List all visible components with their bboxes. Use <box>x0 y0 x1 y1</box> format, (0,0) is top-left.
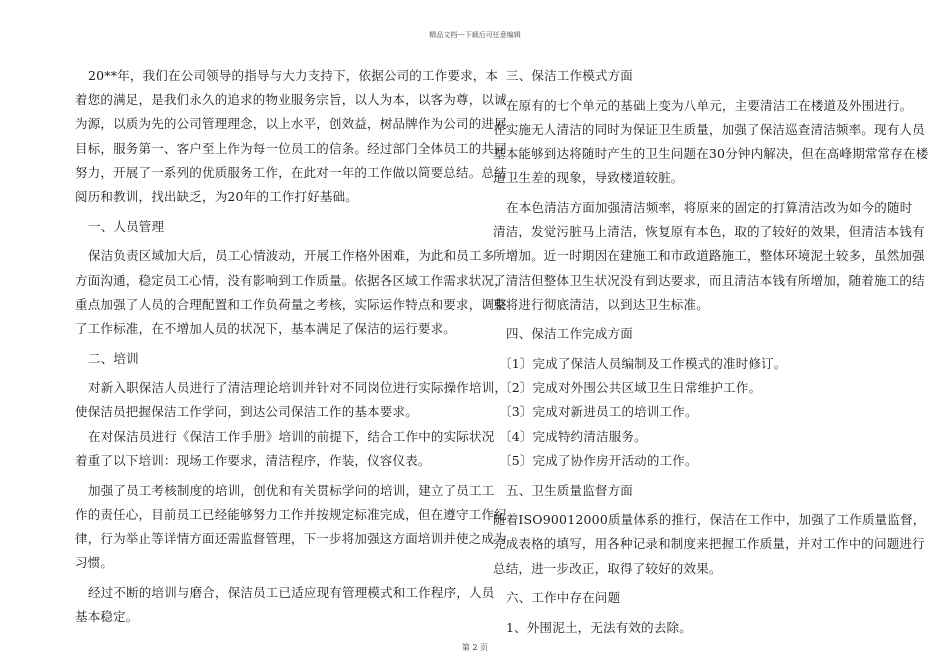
text-line: 重点加强了人员的合理配置和工作负荷量之考核，实际运作特点和要求，调整 <box>75 296 507 312</box>
text-line: 基本稳定。 <box>75 608 139 624</box>
text-line: 着重了以下培训：现场工作要求，清洁程序，作装，仪容仪表。 <box>75 452 431 468</box>
text-line: 道卫生差的现象，导致楼道较脏。 <box>493 170 684 186</box>
text-line: 随着ISO90012000质量体系的推行，保洁在工作中，加强了工作质量监督， <box>493 512 926 528</box>
list-item: 〔3〕完成对新进员工的培训工作。 <box>499 404 698 420</box>
text-line: 使保洁员把握保洁工作学问，到达公司保洁工作的基本要求。 <box>75 404 418 420</box>
text-line: 习惯。 <box>75 555 114 571</box>
text-line: 作的责任心，目前员工已经能够努力工作并按规定标准完成，但在遵守工作纪 <box>75 506 507 522</box>
section-heading: 一、人员管理 <box>88 218 165 234</box>
section-heading: 三、保洁工作模式方面 <box>506 68 634 83</box>
page-header: 精品文档---下载后可任意编辑 <box>429 31 521 39</box>
text-line: 对新入职保洁人员进行了清洁理论培训并针对不同岗位进行实际操作培训， <box>88 380 508 396</box>
text-line: 1、外围泥土，无法有效的去除。 <box>506 619 692 635</box>
text-line: 了清洁但整体卫生状况没有到达要求，而且清洁本钱有所增加，随着施工的结 <box>493 272 925 288</box>
text-line: 着您的满足，是我们永久的追求的物业服务宗旨，以人为本，以客为尊，以诚 <box>75 92 507 108</box>
text-line: 方面沟通，稳定员工心情，没有影响到工作质量。依据各区域工作需求状况， <box>75 272 507 288</box>
text-line: 20**年，我们在公司领导的指导与大力支持下，依据公司的工作要求，本 <box>88 68 499 83</box>
section-heading: 五、卫生质量监督方面 <box>506 482 634 498</box>
text-line: 保洁负责区域加大后，员工心情波动，开展工作格外困难，为此和员工多 <box>88 248 495 264</box>
text-line: 经过不断的培训与磨合，保洁员工已适应现有管理模式和工作程序，人员 <box>88 584 495 600</box>
list-item: 〔2〕完成对外围公共区域卫生日常维护工作。 <box>499 380 762 396</box>
text-line: 了工作标准，在不增加人员的状况下，基本满足了保洁的运行要求。 <box>75 320 457 336</box>
list-item: 〔1〕完成了保洁人员编制及工作模式的准时修订。 <box>499 356 787 372</box>
text-line: 清洁，发觉污脏马上清洁，恢复原有本色，取的了较好的效果，但清洁本钱有 <box>493 224 925 240</box>
text-line: 目标，服务第一、客户至上作为每一位员工的信条。经过部门全体员工的共同 <box>75 140 507 156</box>
text-line: 束将进行彻底清洁，以到达卫生标准。 <box>493 296 709 312</box>
page-number: 第 2 页 <box>461 643 489 652</box>
right-column <box>493 64 929 640</box>
text-line: 在原有的七个单元的基础上变为八单元，主要清洁工在楼道及外围进行。 <box>506 97 913 113</box>
text-line: 完成表格的填写，用各种记录和制度来把握工作质量，并对工作中的问题进行 <box>493 536 925 552</box>
text-line: 在实施无人清洁的同时为保证卫生质量，加强了保洁巡查清洁频率。现有人员 <box>493 121 925 137</box>
list-item: 〔5〕完成了协作房开活动的工作。 <box>499 452 698 468</box>
text-line: 基本能够到达将随时产生的卫生问题在30分钟内解决，但在高峰期常常存在楼 <box>493 146 929 162</box>
text-line: 阅历和教训，找出缺乏，为20年的工作打好基础。 <box>75 188 359 204</box>
text-line: 所增加。近一时期因在建施工和市政道路施工，整体环境泥土较多，虽然加强 <box>493 248 925 264</box>
text-line: 律，行为举止等详情方面还需监督管理，下一步将加强这方面培训并使之成为 <box>75 530 507 546</box>
text-line: 加强了员工考核制度的培训，创优和有关贯标学问的培训，建立了员工工 <box>88 482 495 498</box>
text-line: 总结，进一步改正，取得了较好的效果。 <box>493 560 722 576</box>
section-heading: 二、培训 <box>88 350 139 366</box>
text-line: 为源，以质为先的公司管理理念，以上水平，创效益，树品牌作为公司的进展 <box>75 116 507 132</box>
section-heading: 四、保洁工作完成方面 <box>506 326 634 342</box>
text-line: 努力，开展了一系列的优质服务工作，在此对一年的工作做以简要总结。总结 <box>75 164 507 180</box>
section-heading: 六、工作中存在问题 <box>506 590 621 606</box>
left-column <box>75 64 508 629</box>
text-line: 在对保洁员进行《保洁工作手册》培训的前提下，结合工作中的实际状况 <box>88 428 495 444</box>
text-line: 在本色清洁方面加强清洁频率，将原来的固定的打算清洁改为如今的随时 <box>506 199 913 215</box>
list-item: 〔4〕完成特约清洁服务。 <box>499 428 647 444</box>
